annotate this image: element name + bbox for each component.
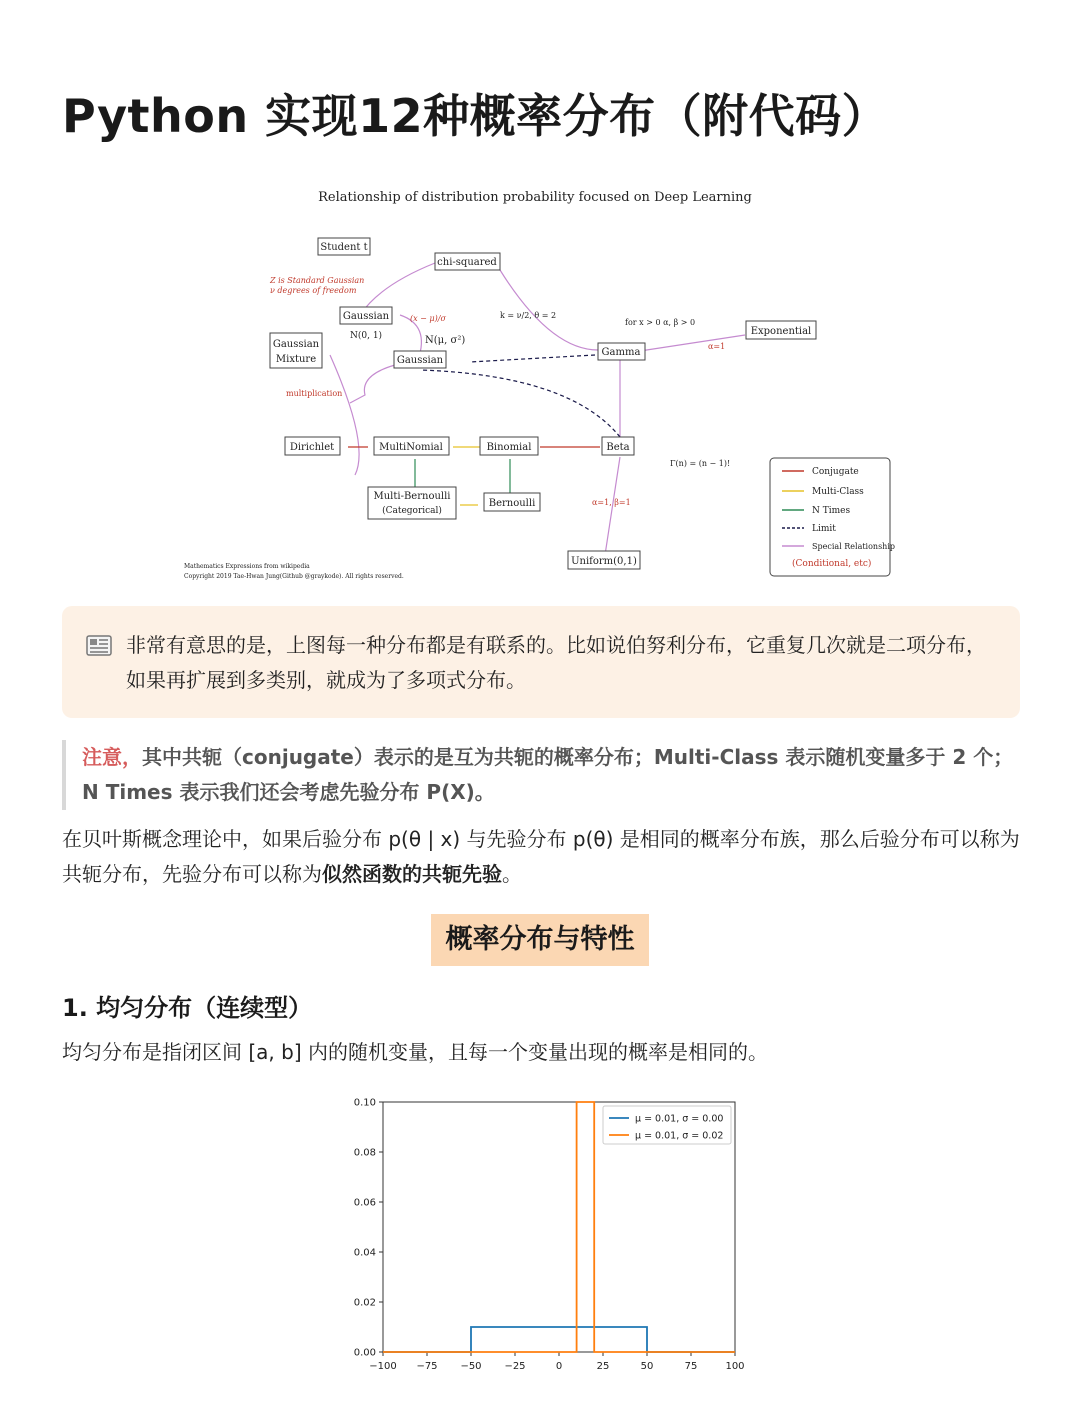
x-tick-label: −75 (416, 1361, 438, 1372)
node-bernoulli: Bernoulli (488, 498, 536, 509)
note-alpha-one: α=1 (708, 342, 726, 351)
node-multi-bernoulli-2: (Categorical) (382, 506, 442, 516)
note-standard-gaussian: Z is Standard Gaussian (270, 276, 365, 285)
node-chi-squared: chi-squared (437, 257, 497, 268)
node-exponential: Exponential (750, 326, 812, 337)
section-heading: 概率分布与特性 (431, 914, 649, 966)
legend-n-times: N Times (812, 506, 851, 516)
x-tick-label: 75 (684, 1361, 698, 1372)
x-tick-label: −25 (504, 1361, 526, 1372)
conjugate-note (62, 740, 1022, 810)
y-tick-label: 0.02 (353, 1297, 376, 1309)
x-tick-label: −100 (369, 1361, 397, 1372)
note-n-mu-sigma: N(μ, σ²) (425, 335, 466, 346)
paragraph-text-1: 在贝叶斯概念理论中，如果后验分布 p(θ | x) 与先验分布 p(θ) 是相同的概率分布族，那么后验分布可以称为共轭分布，先验分布可以称为 (62, 827, 1020, 886)
x-tick-label: 100 (725, 1361, 745, 1372)
node-multinomial: MultiNomial (379, 442, 443, 453)
x-tick-label: 50 (640, 1361, 654, 1372)
page-title: Python 实现12种概率分布（附代码） (62, 89, 889, 143)
uniform-description: 均匀分布是指闭区间 [a, b] 内的随机变量，且每一个变量出现的概率是相同的。 (62, 1040, 768, 1064)
node-gaussian-mixture-2: Mixture (275, 354, 317, 365)
x-tick-label: 25 (596, 1361, 610, 1372)
figure-legend (770, 458, 895, 576)
x-tick-label: 0 (555, 1361, 563, 1372)
figure-title: Relationship of distribution probability focused on Deep Learning (318, 190, 752, 205)
distribution-relationship-figure (170, 175, 910, 590)
node-beta: Beta (606, 442, 630, 453)
newspaper-icon (86, 634, 114, 658)
node-gaussian-std: Gaussian (342, 311, 390, 322)
y-tick-label: 0.00 (353, 1347, 376, 1359)
paragraph-bold: 似然函数的共轭先验 (322, 862, 502, 886)
note-accent: 注意， (82, 745, 142, 769)
sub-heading: 1. 均匀分布（连续型） (62, 994, 313, 1022)
node-uniform: Uniform(0,1) (571, 556, 637, 567)
note-gamma-n: Γ(n) = (n − 1)! (670, 459, 731, 468)
note-alpha-beta-one: α=1, β=1 (592, 498, 631, 507)
callout-text: 非常有意思的是，上图每一种分布都是有联系的。比如说伯努利分布，它重复几次就是二项分布，如果再扩展到多类别，就成为了多项式分布。 (126, 633, 986, 692)
node-dirichlet: Dirichlet (289, 442, 335, 453)
note-for-x: for x > 0 α, β > 0 (625, 318, 696, 327)
footer-copyright: Copyright 2019 Tae-Hwan Jung(Github @graykode). All rights reserved. (184, 573, 404, 580)
bayes-paragraph (62, 822, 1022, 892)
note-k-theta: k = ν/2, θ = 2 (500, 311, 557, 320)
x-tick-label: −50 (460, 1361, 482, 1372)
note-text: 其中共轭（conjugate）表示的是互为共轭的概率分布；Multi-Class 表示随机变量多于 2 个；N Times 表示我们还会考虑先验分布 P(X)。 (82, 745, 1014, 804)
y-tick-label: 0.08 (353, 1147, 376, 1159)
y-tick-label: 0.10 (353, 1097, 376, 1109)
legend-label-1: μ = 0.01, σ = 0.00 (635, 1113, 724, 1125)
legend-special: Special Relationship (812, 542, 896, 551)
node-binomial: Binomial (486, 442, 532, 453)
legend-limit: Limit (812, 524, 836, 534)
note-n01: N(0, 1) (350, 331, 383, 341)
footer-source: Mathematics Expressions from wikipedia (184, 563, 310, 570)
note-multiplication: multiplication (286, 389, 343, 398)
y-tick-label: 0.06 (353, 1197, 376, 1209)
legend-conditional: (Conditional, etc) (792, 559, 872, 569)
note-standardize: (x − μ)/σ (410, 314, 446, 323)
node-multi-bernoulli-1: Multi-Bernoulli (373, 491, 451, 502)
uniform-distribution-chart (335, 1090, 745, 1390)
node-student-t: Student t (320, 242, 368, 253)
y-tick-label: 0.04 (353, 1247, 376, 1259)
legend-label-2: μ = 0.01, σ = 0.02 (635, 1130, 724, 1142)
node-gaussian-mixture-1: Gaussian (272, 339, 320, 350)
paragraph-text-2: 。 (502, 862, 522, 886)
node-gamma: Gamma (601, 347, 641, 358)
node-gaussian: Gaussian (396, 355, 444, 366)
legend-multi-class: Multi-Class (812, 487, 864, 497)
legend-conjugate: Conjugate (812, 467, 859, 477)
info-callout (62, 606, 1020, 718)
note-degrees-freedom: ν degrees of freedom (270, 286, 357, 295)
